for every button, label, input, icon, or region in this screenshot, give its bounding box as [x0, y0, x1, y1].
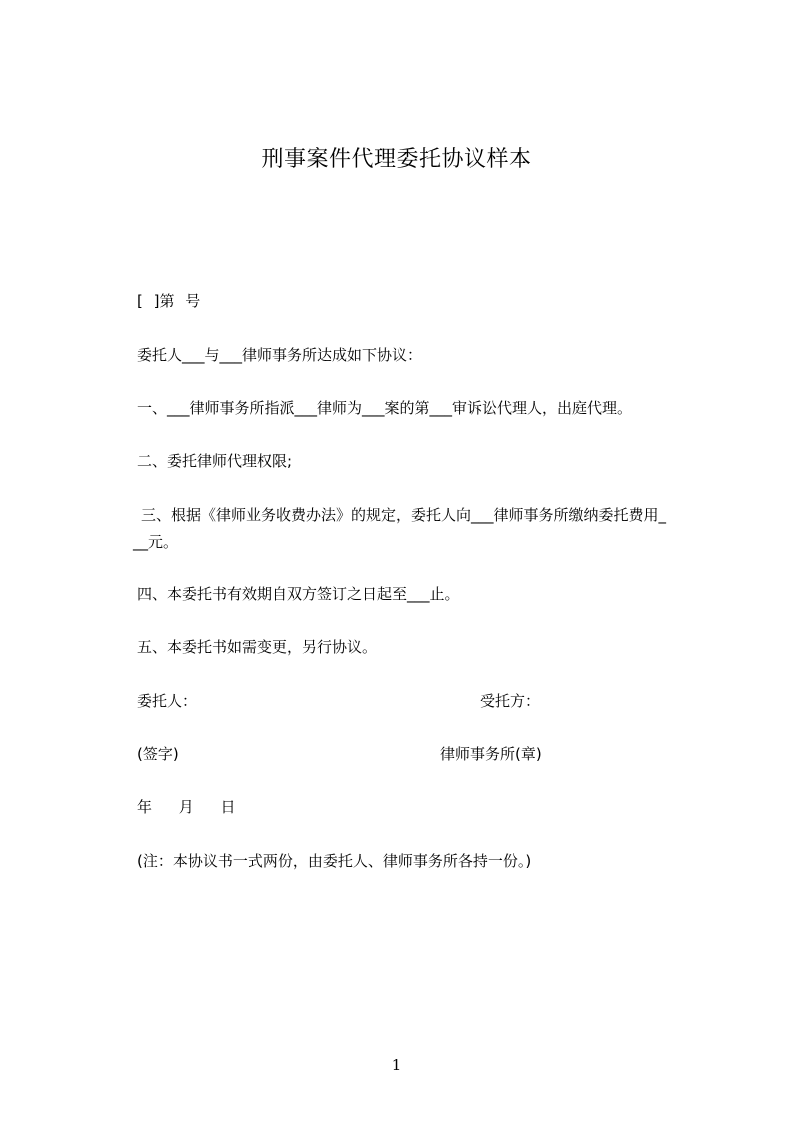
- signature-label: (签字): [137, 745, 179, 763]
- agent-label: 受托方：: [480, 692, 541, 710]
- page-number: 1: [391, 1056, 402, 1074]
- clause-3-line-2: __元。: [133, 533, 179, 551]
- client-label: 委托人：: [137, 692, 198, 710]
- clause-5: 五、本委托书如需变更，另行协议。: [137, 638, 378, 656]
- note-paragraph: (注：本协议书一式两份，由委托人、律师事务所各持一份。): [137, 852, 532, 870]
- case-number: [ ]第 号: [137, 292, 201, 310]
- firm-seal-label: 律师事务所(章): [440, 745, 542, 763]
- clause-1: 一、___律师事务所指派___律师为___案的第___审诉讼代理人，出庭代理。: [137, 399, 633, 417]
- date-line: 年 月 日: [137, 798, 236, 816]
- clause-2: 二、委托律师代理权限;: [137, 452, 293, 470]
- clause-3-line-1: 三、根据《律师业务收费办法》的规定，委托人向___律师事务所缴纳委托费用_: [141, 506, 667, 524]
- document-title: 刑事案件代理委托协议样本: [261, 147, 532, 172]
- clause-4: 四、本委托书有效期自双方签订之日起至___止。: [137, 585, 460, 603]
- intro-paragraph: 委托人___与___律师事务所达成如下协议：: [137, 346, 423, 364]
